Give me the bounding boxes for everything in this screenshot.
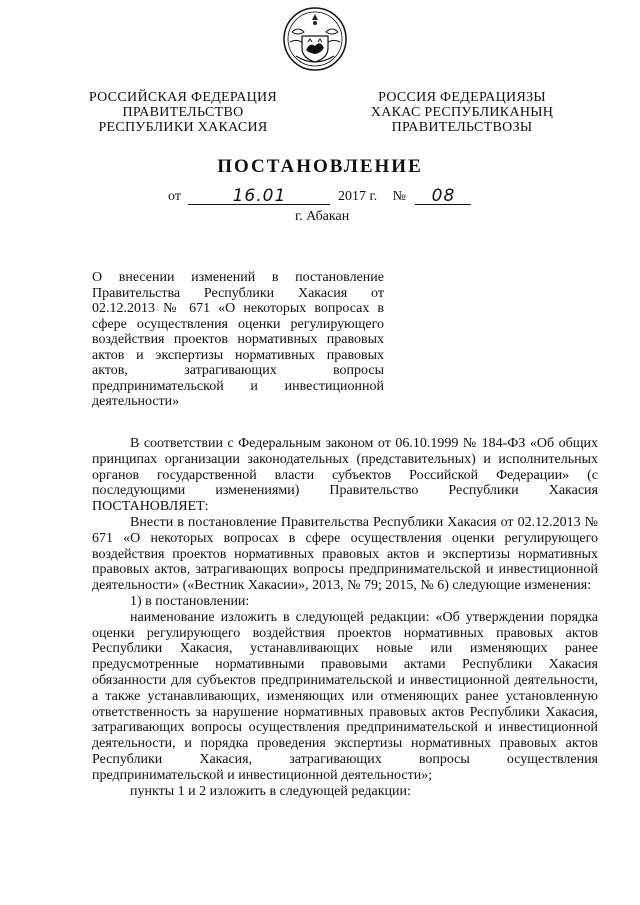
document-subject: О внесении изменений в постановление Правительства Республики Хакасия от 02.12.2013 № 671 «О некоторых вопросах в сфере осуществления оценки регулирующего воздействия проектов нормативных правовых актов и экспертизы нормативных правовых актов, затрагивающих вопросы предпринимательской и инвестиционной деятельности» <box>92 270 384 409</box>
body-paragraph-4: наименование изложить в следующей редакции: «Об утверждении порядка оценки регулирующего воздействия проектов нормативных правовых актов Республики Хакасия, устанавливающих новые или изменяющих ранее предусмотренные нормативными правовыми актами Республики Хакасия обязанности для субъектов предпринимательской и инвестиционной деятельности, а также устанавливающих, изменяющих или отменяющих ранее установленную ответственность за нарушение нормативных правовых актов Республики Хакасия, затрагивающих вопросы осуществления предпринимательской и инвестиционной деятельности, и порядка проведения экспертизы нормативных правовых актов Республики Хакасия, затрагивающих вопросы осуществления предпринимательской и инвестиционной деятельности»; <box>92 609 598 783</box>
header-right-block <box>362 90 562 135</box>
header-left-block <box>88 90 278 135</box>
number-value: 08 <box>431 186 456 206</box>
header-right-line-2: ХАКАС РЕСПУБЛИКАНЫҢ <box>370 105 554 120</box>
body-paragraph-3: 1) в постановлении: <box>130 593 250 609</box>
body-paragraph-5: пункты 1 и 2 изложить в следующей редакции: <box>130 783 411 799</box>
header-right-line-3: ПРАВИТЕЛЬСТВОЗЫ <box>391 120 533 135</box>
year-label: 2017 г. <box>337 189 378 204</box>
date-field <box>188 186 330 206</box>
body-paragraph-2: Внести в постановление Правительства Республики Хакасия от 02.12.2013 № 671 «О некоторых вопросах в сфере осуществления оценки регулирующего воздействия проектов нормативных правовых актов и экспертизы нормативных правовых актов, затрагивающих вопросы предпринимательской и инвестиционной деятельности» («Вестник Хакасии», 2013, № 79; 2015, № 6) следующие изменения: <box>92 514 598 594</box>
document-title: ПОСТАНОВЛЕНИЕ <box>217 156 423 177</box>
date-value: 16.01 <box>232 186 287 206</box>
document-body <box>92 436 598 799</box>
header-left-line-3: РЕСПУБЛИКИ ХАКАСИЯ <box>98 120 268 135</box>
coat-of-arms-emblem <box>282 6 348 72</box>
header-left-line-2: ПРАВИТЕЛЬСТВО <box>122 105 244 120</box>
header-left-line-1: РОССИЙСКАЯ ФЕДЕРАЦИЯ <box>88 90 278 105</box>
date-from-label: от <box>168 189 181 204</box>
date-number-line <box>168 186 471 206</box>
number-label: № <box>392 189 406 204</box>
header-right-line-1: РОССИЯ ФЕДЕРАЦИЯЗЫ <box>378 90 546 105</box>
number-field <box>415 186 471 206</box>
body-paragraph-1: В соответствии с Федеральным законом от 06.10.1999 № 184-ФЗ «Об общих принципах организации законодательных (представительных) и исполнительных органов государственной власти субъектов Российской Федерации» (с последующими изменениями) Правительство Республики Хакасия ПОСТАНОВЛЯЕТ: <box>92 436 598 515</box>
city-label: г. Абакан <box>295 209 350 224</box>
